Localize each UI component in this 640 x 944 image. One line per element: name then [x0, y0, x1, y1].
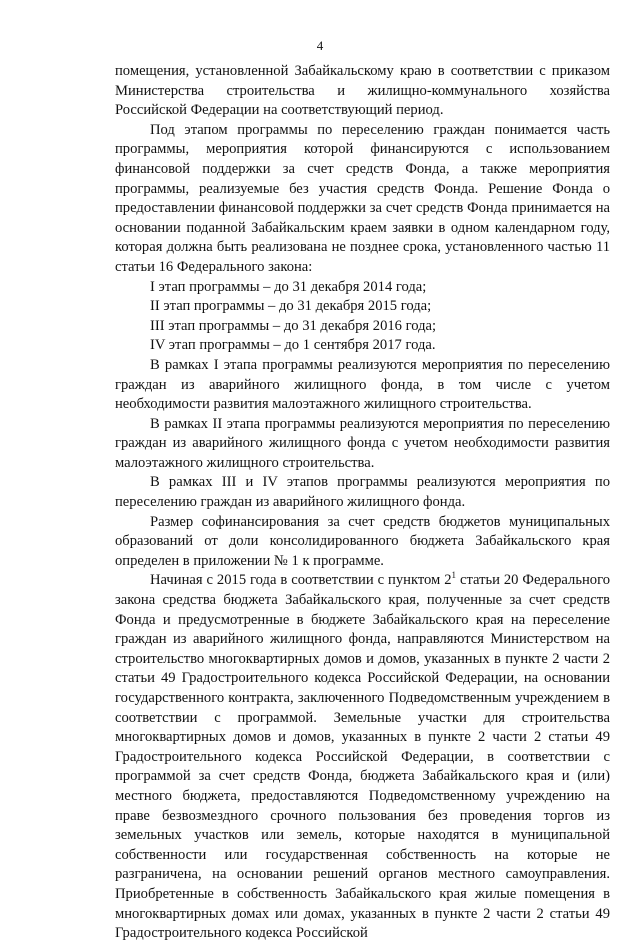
stage-item-1: I этап программы – до 31 декабря 2014 года;	[150, 278, 427, 295]
paragraph-stages-3-4: В рамках III и IV этапов программы реализуются мероприятия по переселению граждан из аварийного жилищного фонда.	[115, 474, 610, 511]
document-body	[115, 62, 610, 944]
paragraph-stage-2: В рамках II этапа программы реализуются мероприятия по переселению граждан из аварийного жилищного фонда с учетом необходимости развития малоэтажного жилищного строительства.	[115, 415, 610, 471]
superscript-footnote: 1	[451, 570, 457, 581]
page-number: 4	[316, 38, 324, 53]
paragraph-funding-2015-rest: статьи 20 Федерального закона средства бюджета Забайкальского края, полученные за счет средств Фонда и предусмотренные в бюджете Забайкальского края на переселение граждан из аварийного жилищного фонда, направляются Министерством на строительство многоквартирных домов и домов, указанных в пункте 2 части 2 статьи 49 Градостроительного кодекса Российской Федерации, на основании государственного контракта, заключенного Подведомственным учреждением в соответствии с программой. Земельные участки для строительства многоквартирных домов и домов, указанных в пункте 2 части 2 статьи 49 Градостроительного кодекса Российской Федерации, в соответствии с программой за счет средств Фонда, бюджета Забайкальского края и (или) местного бюджета, предоставляются Подведомственному учреждению на праве безвозмездного срочного пользования без проведения торгов из земельных участков или земель, которые находятся в муниципальной собственности или государственная собственность на которые не разграничена, на основании решений органов местного самоуправления. Приобретенные в собственность Забайкальского края жилые помещения в многоквартирных домах или домах, указанных в пункте 2 части 2 статьи 49 Градостроительного кодекса Российской	[115, 572, 610, 942]
stage-item-3: III этап программы – до 31 декабря 2016 года;	[150, 317, 437, 334]
paragraph-funding-2015-start: Начиная с 2015 года в соответствии с пунктом 2	[150, 572, 452, 589]
paragraph-program-stage-definition: Под этапом программы по переселению граждан понимается часть программы, мероприятия которой финансируются с использованием финансовой поддержки за счет средств Фонда, а также мероприятия программы, реализуемые без участия средств Фонда. Решение Фонда о предоставлении финансовой поддержки за счет средств Фонда принимается на основании поданной Забайкальским краем заявки в одном календарном году, которая должна быть реализована не позднее срока, установленного частью 11 статьи 16 Федерального закона:	[115, 121, 610, 275]
stage-item-4: IV этап программы – до 1 сентября 2017 года.	[150, 337, 436, 354]
stage-item-2: II этап программы – до 31 декабря 2015 года;	[150, 298, 432, 315]
paragraph-stage-1: В рамках I этапа программы реализуются мероприятия по переселению граждан из аварийного жилищного фонда, в том числе с учетом необходимости развития малоэтажного жилищного строительства.	[115, 356, 610, 413]
paragraph-cofinancing: Размер софинансирования за счет средств бюджетов муниципальных образований от доли консолидированного бюджета Забайкальского края определен в приложении № 1 к программе.	[115, 513, 610, 569]
paragraph-funding-2015	[115, 571, 610, 943]
paragraph-continuation: помещения, установленной Забайкальскому краю в соответствии с приказом Министерства строительства и жилищно-коммунального хозяйства Российской Федерации на соответствующий период.	[115, 63, 610, 119]
